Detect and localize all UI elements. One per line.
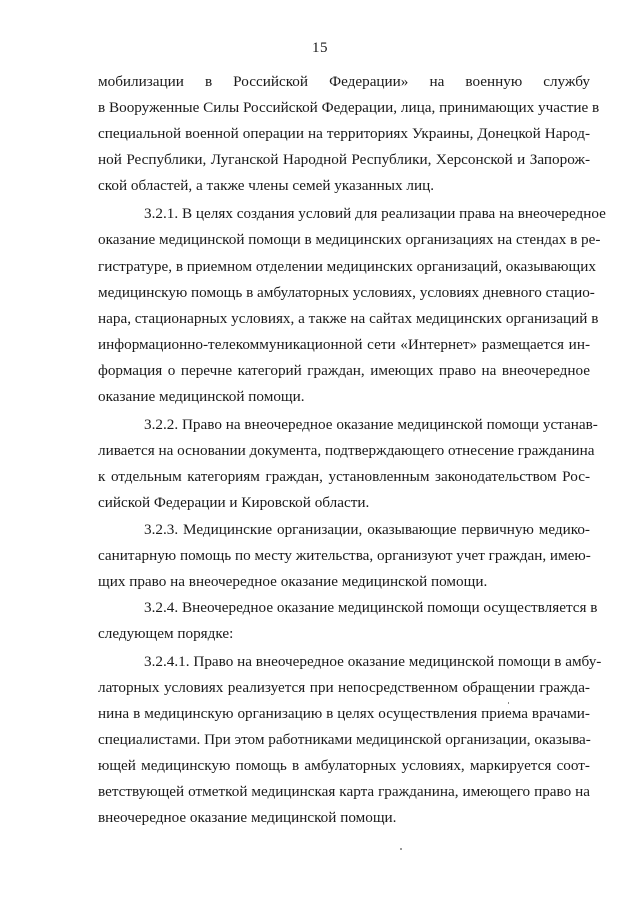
text-line: ющей медицинскую помощь в амбулаторных условиях, маркируется соот-: [98, 757, 590, 774]
text-line: ливается на основании документа, подтверждающего отнесение гражданина: [98, 442, 595, 459]
page-number: 15: [312, 40, 328, 56]
paragraph-first-line: 3.2.4.1. Право на внеочередное оказание медицинской помощи в амбу-: [144, 653, 602, 670]
text-line: в Вооруженные Силы Российской Федерации, лица, принимающих участие в: [98, 99, 600, 116]
text-line: ной Республики, Луганской Народной Республики, Херсонской и Запорож-: [98, 151, 590, 168]
text-line: гистратуре, в приемном отделении медицинских организаций, оказывающих: [98, 258, 596, 275]
text-line: внеочередное оказание медицинской помощи.: [98, 809, 397, 826]
text-line: специальной военной операции на территориях Украины, Донецкой Народ-: [98, 125, 590, 142]
paragraph-first-line: 3.2.2. Право на внеочередное оказание медицинской помощи устанав-: [144, 416, 598, 433]
scan-speck: [400, 848, 402, 850]
text-line: оказание медицинской помощи в медицинских организациях на стендах в ре-: [98, 231, 601, 248]
paragraph-first-line: 3.2.4. Внеочередное оказание медицинской помощи осуществляется в: [144, 599, 598, 616]
text-line: оказание медицинской помощи.: [98, 388, 305, 405]
text-line: медицинскую помощь в амбулаторных условиях, условиях дневного стацио-: [98, 284, 595, 301]
text-line: информационно-телекоммуникационной сети «Интернет» размещается ин-: [98, 336, 590, 353]
text-line: ветствующей отметкой медицинская карта гражданина, имеющего право на: [98, 783, 590, 800]
text-line: санитарную помощь по месту жительства, организуют учет граждан, имею-: [98, 547, 591, 564]
text-line: к отдельным категориям граждан, установленным законодательством Рос-: [98, 468, 590, 485]
text-line: латорных условиях реализуется при непосредственном обращении гражда-: [98, 679, 590, 696]
paragraph-first-line: 3.2.3. Медицинские организации, оказывающие первичную медико-: [144, 521, 590, 538]
text-line: щих право на внеочередное оказание медицинской помощи.: [98, 573, 488, 590]
text-line: мобилизации в Российской Федерации» на военную службу: [98, 73, 590, 90]
text-line: нина в медицинскую организацию в целях осуществления приема врачами-: [98, 705, 590, 722]
paragraph-first-line: 3.2.1. В целях создания условий для реализации права на внеочередное: [144, 205, 606, 222]
text-line: формация о перечне категорий граждан, имеющих право на внеочередное: [98, 362, 590, 379]
text-line: сийской Федерации и Кировской области.: [98, 494, 370, 511]
text-line: следующем порядке:: [98, 625, 234, 642]
scan-speck: [508, 702, 509, 704]
text-line: специалистами. При этом работниками медицинской организации, оказыва-: [98, 731, 591, 748]
text-line: ской областей, а также члены семей указанных лиц.: [98, 177, 435, 194]
text-line: нара, стационарных условиях, а также на сайтах медицинских организаций в: [98, 310, 599, 327]
